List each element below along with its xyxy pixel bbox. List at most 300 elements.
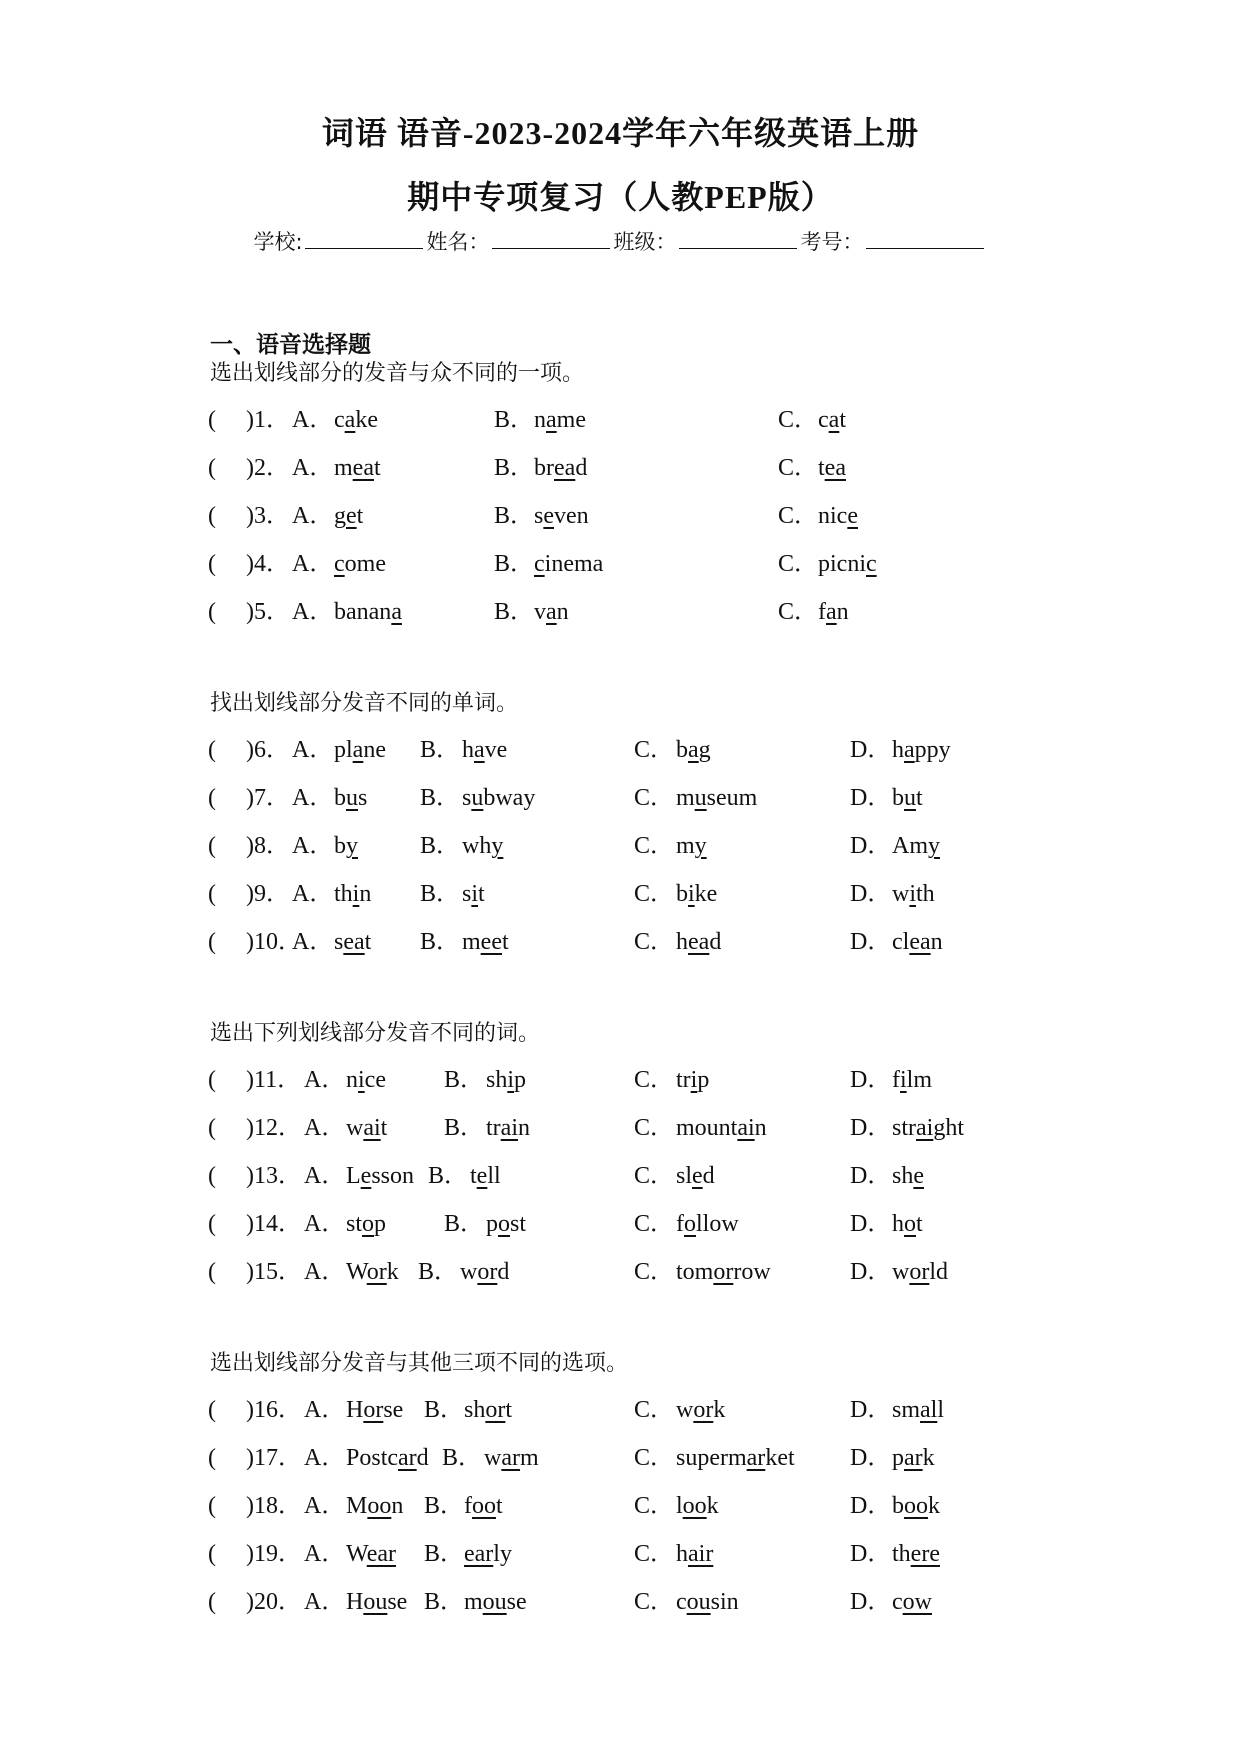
option-word[interactable] <box>346 1489 403 1523</box>
option-word[interactable] <box>818 451 846 485</box>
question-row <box>0 1441 1241 1475</box>
word-prefix: s <box>334 929 344 955</box>
word-prefix: tr <box>486 1115 501 1141</box>
answer-paren[interactable]: ( <box>208 929 216 955</box>
option-label: C． <box>634 833 675 859</box>
exam-no-blank[interactable] <box>866 228 984 249</box>
option-word[interactable] <box>818 499 858 533</box>
underlined-letters: u <box>694 785 707 811</box>
option-word[interactable] <box>676 733 711 767</box>
underlined-letters: y <box>491 833 504 859</box>
answer-paren[interactable]: ( <box>208 455 216 481</box>
word-prefix: h <box>462 737 474 763</box>
option-label: D． <box>850 881 892 907</box>
word-prefix: th <box>334 881 353 907</box>
option-word[interactable] <box>462 781 535 815</box>
option-label: B． <box>420 785 461 811</box>
word-prefix: w <box>484 1445 502 1471</box>
underlined-letters: a <box>344 407 356 433</box>
title-line-1: 词语 语音-2023-2024学年六年级英语上册 <box>321 115 920 151</box>
answer-paren[interactable]: ( <box>208 833 216 859</box>
option-word[interactable] <box>346 1207 386 1241</box>
word-suffix: n <box>518 1115 530 1141</box>
question-row <box>0 877 1241 911</box>
word-prefix: m <box>334 455 353 481</box>
question-row <box>0 1537 1241 1571</box>
underlined-letters: ea <box>343 929 365 955</box>
option-label: B． <box>424 1541 465 1567</box>
underlined-letters: y <box>928 833 940 859</box>
option-label: B． <box>420 833 461 859</box>
word-prefix: v <box>534 599 546 625</box>
section-title: 一、语音选择题 <box>210 332 371 358</box>
option-word[interactable] <box>676 1489 719 1523</box>
option-word[interactable] <box>892 1585 932 1619</box>
word-suffix: p <box>374 1211 387 1237</box>
word-prefix: b <box>676 737 688 763</box>
word-suffix: sin <box>710 1589 739 1615</box>
word-prefix: b <box>892 1493 904 1519</box>
word-suffix: l <box>937 1397 945 1423</box>
option-word[interactable] <box>334 451 381 485</box>
underlined-letters: c <box>334 551 345 577</box>
option-word[interactable] <box>334 499 363 533</box>
answer-paren[interactable]: ( <box>208 1589 216 1615</box>
underlined-letters: ai <box>363 1115 381 1141</box>
option-word[interactable] <box>892 733 951 767</box>
word-prefix: f <box>818 599 826 625</box>
option-word[interactable] <box>676 1207 739 1241</box>
option-word[interactable] <box>462 733 507 767</box>
underlined-letters: a <box>828 407 840 433</box>
word-prefix: m <box>462 929 481 955</box>
underlined-letters: y <box>694 833 707 859</box>
option-label: B． <box>494 599 535 625</box>
option-word[interactable] <box>346 1585 407 1619</box>
word-prefix: wh <box>462 833 492 859</box>
underlined-letters: oo <box>367 1493 392 1519</box>
option-word[interactable] <box>460 1255 509 1289</box>
question-row <box>0 451 1241 485</box>
underlined-letters: or <box>693 1397 714 1423</box>
word-suffix: t <box>380 1115 388 1141</box>
option-label: C． <box>634 1067 675 1093</box>
answer-paren[interactable]: ( <box>208 785 216 811</box>
question-number: )16． <box>246 1397 302 1423</box>
question-number: )18． <box>246 1493 302 1519</box>
word-prefix: w <box>346 1115 364 1141</box>
question-number: )20． <box>246 1589 302 1615</box>
option-word[interactable] <box>462 877 485 911</box>
option-word[interactable] <box>346 1063 386 1097</box>
word-suffix: d <box>575 455 588 481</box>
underlined-letters: al <box>920 1397 938 1423</box>
option-word[interactable] <box>676 1585 739 1619</box>
word-suffix: ce <box>364 1067 386 1093</box>
option-label: A． <box>292 881 334 907</box>
option-word[interactable] <box>676 1159 715 1193</box>
word-prefix: f <box>676 1211 684 1237</box>
option-label: A． <box>292 929 334 955</box>
option-word[interactable] <box>534 595 569 629</box>
option-label: B． <box>424 1493 465 1519</box>
question-row <box>0 1207 1241 1241</box>
option-word[interactable] <box>892 829 940 863</box>
option-word[interactable] <box>464 1489 503 1523</box>
option-label: A． <box>292 833 334 859</box>
class-blank[interactable] <box>679 228 797 249</box>
option-word[interactable] <box>334 733 386 767</box>
option-word[interactable] <box>676 781 757 815</box>
option-label: A． <box>304 1397 346 1423</box>
option-word[interactable] <box>334 403 378 437</box>
word-prefix: p <box>486 1211 498 1237</box>
word-prefix: w <box>892 881 910 907</box>
option-label: B． <box>442 1445 483 1471</box>
option-word[interactable] <box>676 877 717 911</box>
underlined-letters: a <box>546 599 557 625</box>
question-row <box>0 403 1241 437</box>
word-suffix: n <box>836 599 849 625</box>
option-word[interactable] <box>346 1255 399 1289</box>
word-suffix: n <box>754 1115 767 1141</box>
option-word[interactable] <box>892 1063 932 1097</box>
word-prefix: m <box>676 785 695 811</box>
word-prefix: n <box>534 407 546 433</box>
option-label: D． <box>850 1163 892 1189</box>
underlined-letters: ai <box>916 1115 934 1141</box>
word-suffix: lm <box>906 1067 933 1093</box>
section-instruction: 选出划线部分发音与其他三项不同的选项。 <box>210 1351 629 1376</box>
name-label: 姓名： <box>426 230 490 254</box>
option-word[interactable] <box>818 403 846 437</box>
word-suffix: p <box>697 1067 710 1093</box>
option-word[interactable] <box>676 1441 795 1475</box>
option-word[interactable] <box>534 547 603 581</box>
word-prefix: c <box>334 407 345 433</box>
option-word[interactable] <box>676 925 721 959</box>
underlined-letters: c <box>866 551 877 577</box>
name-blank[interactable] <box>492 228 610 249</box>
answer-paren[interactable]: ( <box>208 551 216 577</box>
option-label: A． <box>292 503 334 529</box>
word-prefix: b <box>676 881 688 907</box>
option-label: C． <box>634 1115 675 1141</box>
option-word[interactable] <box>676 1063 709 1097</box>
option-word[interactable] <box>346 1159 414 1193</box>
word-suffix: ke <box>355 407 378 433</box>
option-word[interactable] <box>334 547 386 581</box>
word-prefix: w <box>892 1259 910 1285</box>
underlined-letters: i <box>471 881 479 907</box>
question-row <box>0 1063 1241 1097</box>
word-prefix: st <box>346 1211 363 1237</box>
word-suffix: t <box>839 407 846 433</box>
underlined-letters: or <box>713 1259 734 1285</box>
answer-paren[interactable]: ( <box>208 503 216 529</box>
word-prefix: W <box>346 1541 367 1567</box>
question-number: )11． <box>246 1067 302 1093</box>
word-prefix: M <box>346 1493 368 1519</box>
underlined-letters: i <box>352 881 360 907</box>
option-word[interactable] <box>334 877 371 911</box>
option-label: A． <box>304 1163 346 1189</box>
option-label: A． <box>292 407 334 433</box>
option-label: D． <box>850 1397 892 1423</box>
underlined-letters: ar <box>501 1445 520 1471</box>
underlined-letters: ee <box>480 929 502 955</box>
word-prefix: br <box>534 455 554 481</box>
answer-paren[interactable]: ( <box>208 1397 216 1423</box>
option-word[interactable] <box>818 595 849 629</box>
option-word[interactable] <box>676 829 707 863</box>
option-label: C． <box>634 737 675 763</box>
underlined-letters: ea <box>554 455 576 481</box>
school-blank[interactable] <box>305 228 423 249</box>
word-suffix: st <box>510 1211 527 1237</box>
option-word[interactable] <box>462 829 503 863</box>
option-word[interactable] <box>334 595 402 629</box>
word-suffix: th <box>916 881 935 907</box>
option-label: C． <box>778 407 819 433</box>
word-suffix: k <box>386 1259 399 1285</box>
word-suffix: d <box>497 1259 510 1285</box>
question-row <box>0 925 1241 959</box>
word-prefix: w <box>460 1259 478 1285</box>
option-word[interactable] <box>346 1537 396 1571</box>
underlined-letters: air <box>688 1541 714 1567</box>
word-suffix: inema <box>544 551 604 577</box>
word-suffix: ght <box>933 1115 964 1141</box>
word-suffix: ket <box>765 1445 795 1471</box>
question-row <box>0 781 1241 815</box>
word-suffix: d <box>709 929 722 955</box>
word-suffix: ve <box>484 737 508 763</box>
option-word[interactable] <box>676 1393 725 1427</box>
word-suffix: k <box>922 1445 935 1471</box>
answer-paren[interactable]: ( <box>208 407 216 433</box>
answer-paren[interactable]: ( <box>208 1445 216 1471</box>
underlined-letters: a <box>904 737 915 763</box>
question-row <box>0 595 1241 629</box>
word-prefix: p <box>892 1445 904 1471</box>
option-word[interactable] <box>534 499 589 533</box>
option-label: A． <box>292 737 334 763</box>
question-number: )5． <box>246 599 290 625</box>
word-suffix: k <box>706 1493 719 1519</box>
option-label: D． <box>850 785 892 811</box>
word-suffix: row <box>733 1259 771 1285</box>
answer-paren[interactable]: ( <box>208 737 216 763</box>
underlined-letters: u <box>346 785 358 811</box>
underlined-letters: o <box>904 1211 916 1237</box>
word-suffix: seum <box>706 785 758 811</box>
option-word[interactable] <box>464 1585 527 1619</box>
option-label: A． <box>304 1445 346 1471</box>
option-word[interactable] <box>892 877 935 911</box>
underlined-letters: u <box>471 785 484 811</box>
answer-paren[interactable]: ( <box>208 881 216 907</box>
underlined-letters: ear <box>464 1541 494 1567</box>
underlined-letters: ea <box>352 455 374 481</box>
word-prefix: t <box>818 455 825 481</box>
word-suffix: k <box>713 1397 726 1423</box>
word-prefix: c <box>818 407 829 433</box>
word-suffix: llow <box>696 1211 739 1237</box>
underlined-letters: ere <box>910 1541 940 1567</box>
underlined-letters: a <box>826 599 837 625</box>
option-word[interactable] <box>892 1537 940 1571</box>
word-suffix: t <box>364 929 372 955</box>
word-prefix: s <box>462 785 472 811</box>
word-prefix: tr <box>676 1067 691 1093</box>
word-prefix: h <box>892 737 904 763</box>
option-word[interactable] <box>346 1393 403 1427</box>
option-label: C． <box>634 1493 675 1519</box>
word-suffix: se <box>506 1589 527 1615</box>
option-word[interactable] <box>892 1207 923 1241</box>
question-row <box>0 1111 1241 1145</box>
option-label: D． <box>850 1493 892 1519</box>
option-word[interactable] <box>334 925 371 959</box>
option-label: A． <box>304 1541 346 1567</box>
option-word[interactable] <box>534 403 586 437</box>
option-word[interactable] <box>892 781 923 815</box>
option-label: A． <box>292 455 334 481</box>
answer-paren[interactable]: ( <box>208 1541 216 1567</box>
option-word[interactable] <box>892 1489 940 1523</box>
question-row <box>0 547 1241 581</box>
word-prefix: W <box>346 1259 367 1285</box>
word-prefix: s <box>462 881 472 907</box>
answer-paren[interactable]: ( <box>208 1259 216 1285</box>
option-word[interactable] <box>534 451 587 485</box>
answer-paren[interactable]: ( <box>208 1163 216 1189</box>
word-prefix: H <box>346 1589 364 1615</box>
option-label: C． <box>778 503 819 529</box>
option-word[interactable] <box>892 1441 935 1475</box>
school-label: 学校: <box>253 230 303 254</box>
word-prefix: superm <box>676 1445 747 1471</box>
underlined-letters: oo <box>472 1493 496 1519</box>
section-instruction: 找出划线部分发音不同的单词。 <box>210 691 519 716</box>
word-prefix: cl <box>892 929 910 955</box>
underlined-letters: ar <box>398 1445 417 1471</box>
word-prefix: sm <box>892 1397 921 1423</box>
word-prefix: m <box>676 833 695 859</box>
question-number: )1． <box>246 407 290 433</box>
title-line-2: 期中专项复习（人教PEP版） <box>407 179 834 215</box>
option-label: B． <box>494 407 535 433</box>
word-prefix: L <box>346 1163 361 1189</box>
underlined-letters: ea <box>909 929 931 955</box>
question-number: )14． <box>246 1211 302 1237</box>
option-word[interactable] <box>334 829 358 863</box>
option-word[interactable] <box>892 925 943 959</box>
option-label: B． <box>444 1067 485 1093</box>
word-prefix: picni <box>818 551 866 577</box>
option-label: B． <box>444 1115 485 1141</box>
question-row <box>0 499 1241 533</box>
option-label: C． <box>634 929 675 955</box>
option-label: B． <box>424 1397 465 1423</box>
option-word[interactable] <box>676 1537 713 1571</box>
answer-paren[interactable]: ( <box>208 1115 216 1141</box>
option-word[interactable] <box>470 1159 501 1193</box>
word-prefix: b <box>334 833 346 859</box>
word-prefix: w <box>676 1397 694 1423</box>
word-suffix: me <box>556 407 586 433</box>
word-prefix: c <box>676 1589 687 1615</box>
option-label: A． <box>304 1493 346 1519</box>
option-word[interactable] <box>464 1393 512 1427</box>
underlined-letters: oo <box>682 1493 707 1519</box>
word-prefix: nic <box>818 503 848 529</box>
option-label: A． <box>304 1259 346 1285</box>
underlined-letters: ai <box>500 1115 518 1141</box>
word-prefix: mount <box>676 1115 738 1141</box>
option-label: D． <box>850 1211 892 1237</box>
option-word[interactable] <box>464 1537 512 1571</box>
underlined-letters: or <box>363 1397 384 1423</box>
option-word[interactable] <box>462 925 509 959</box>
word-suffix: ke <box>694 881 718 907</box>
question-number: )10． <box>246 929 302 955</box>
word-suffix: ld <box>929 1259 949 1285</box>
answer-paren[interactable]: ( <box>208 1493 216 1519</box>
option-word[interactable] <box>334 781 367 815</box>
question-row <box>0 1255 1241 1289</box>
option-label: A． <box>292 599 334 625</box>
option-word[interactable] <box>892 1255 948 1289</box>
option-label: C． <box>634 1541 675 1567</box>
word-suffix: ppy <box>914 737 951 763</box>
question-number: )8． <box>246 833 290 859</box>
underlined-letters: a <box>688 737 699 763</box>
option-label: B． <box>428 1163 469 1189</box>
option-word[interactable] <box>892 1393 944 1427</box>
option-label: D． <box>850 1115 892 1141</box>
word-suffix: p <box>514 1067 527 1093</box>
word-suffix: d <box>416 1445 429 1471</box>
option-word[interactable] <box>346 1441 429 1475</box>
underlined-letters: e <box>543 503 554 529</box>
answer-paren[interactable]: ( <box>208 599 216 625</box>
underlined-letters: ou <box>686 1589 711 1615</box>
question-row <box>0 1393 1241 1427</box>
option-word[interactable] <box>676 1111 767 1145</box>
option-word[interactable] <box>346 1111 387 1145</box>
option-label: B． <box>420 737 461 763</box>
option-label: D． <box>850 1067 892 1093</box>
student-info-row <box>0 226 1241 256</box>
option-label: C． <box>634 785 675 811</box>
option-word[interactable] <box>486 1111 530 1145</box>
option-word[interactable] <box>818 547 877 581</box>
option-word[interactable] <box>676 1255 771 1289</box>
word-suffix: n <box>930 929 943 955</box>
option-word[interactable] <box>892 1111 964 1145</box>
answer-paren[interactable]: ( <box>208 1211 216 1237</box>
option-word[interactable] <box>486 1063 526 1097</box>
option-word[interactable] <box>486 1207 526 1241</box>
answer-paren[interactable]: ( <box>208 1067 216 1093</box>
option-word[interactable] <box>484 1441 539 1475</box>
option-word[interactable] <box>892 1159 924 1193</box>
option-label: C． <box>634 1163 675 1189</box>
underlined-letters: c <box>534 551 545 577</box>
underlined-letters: a <box>352 737 364 763</box>
